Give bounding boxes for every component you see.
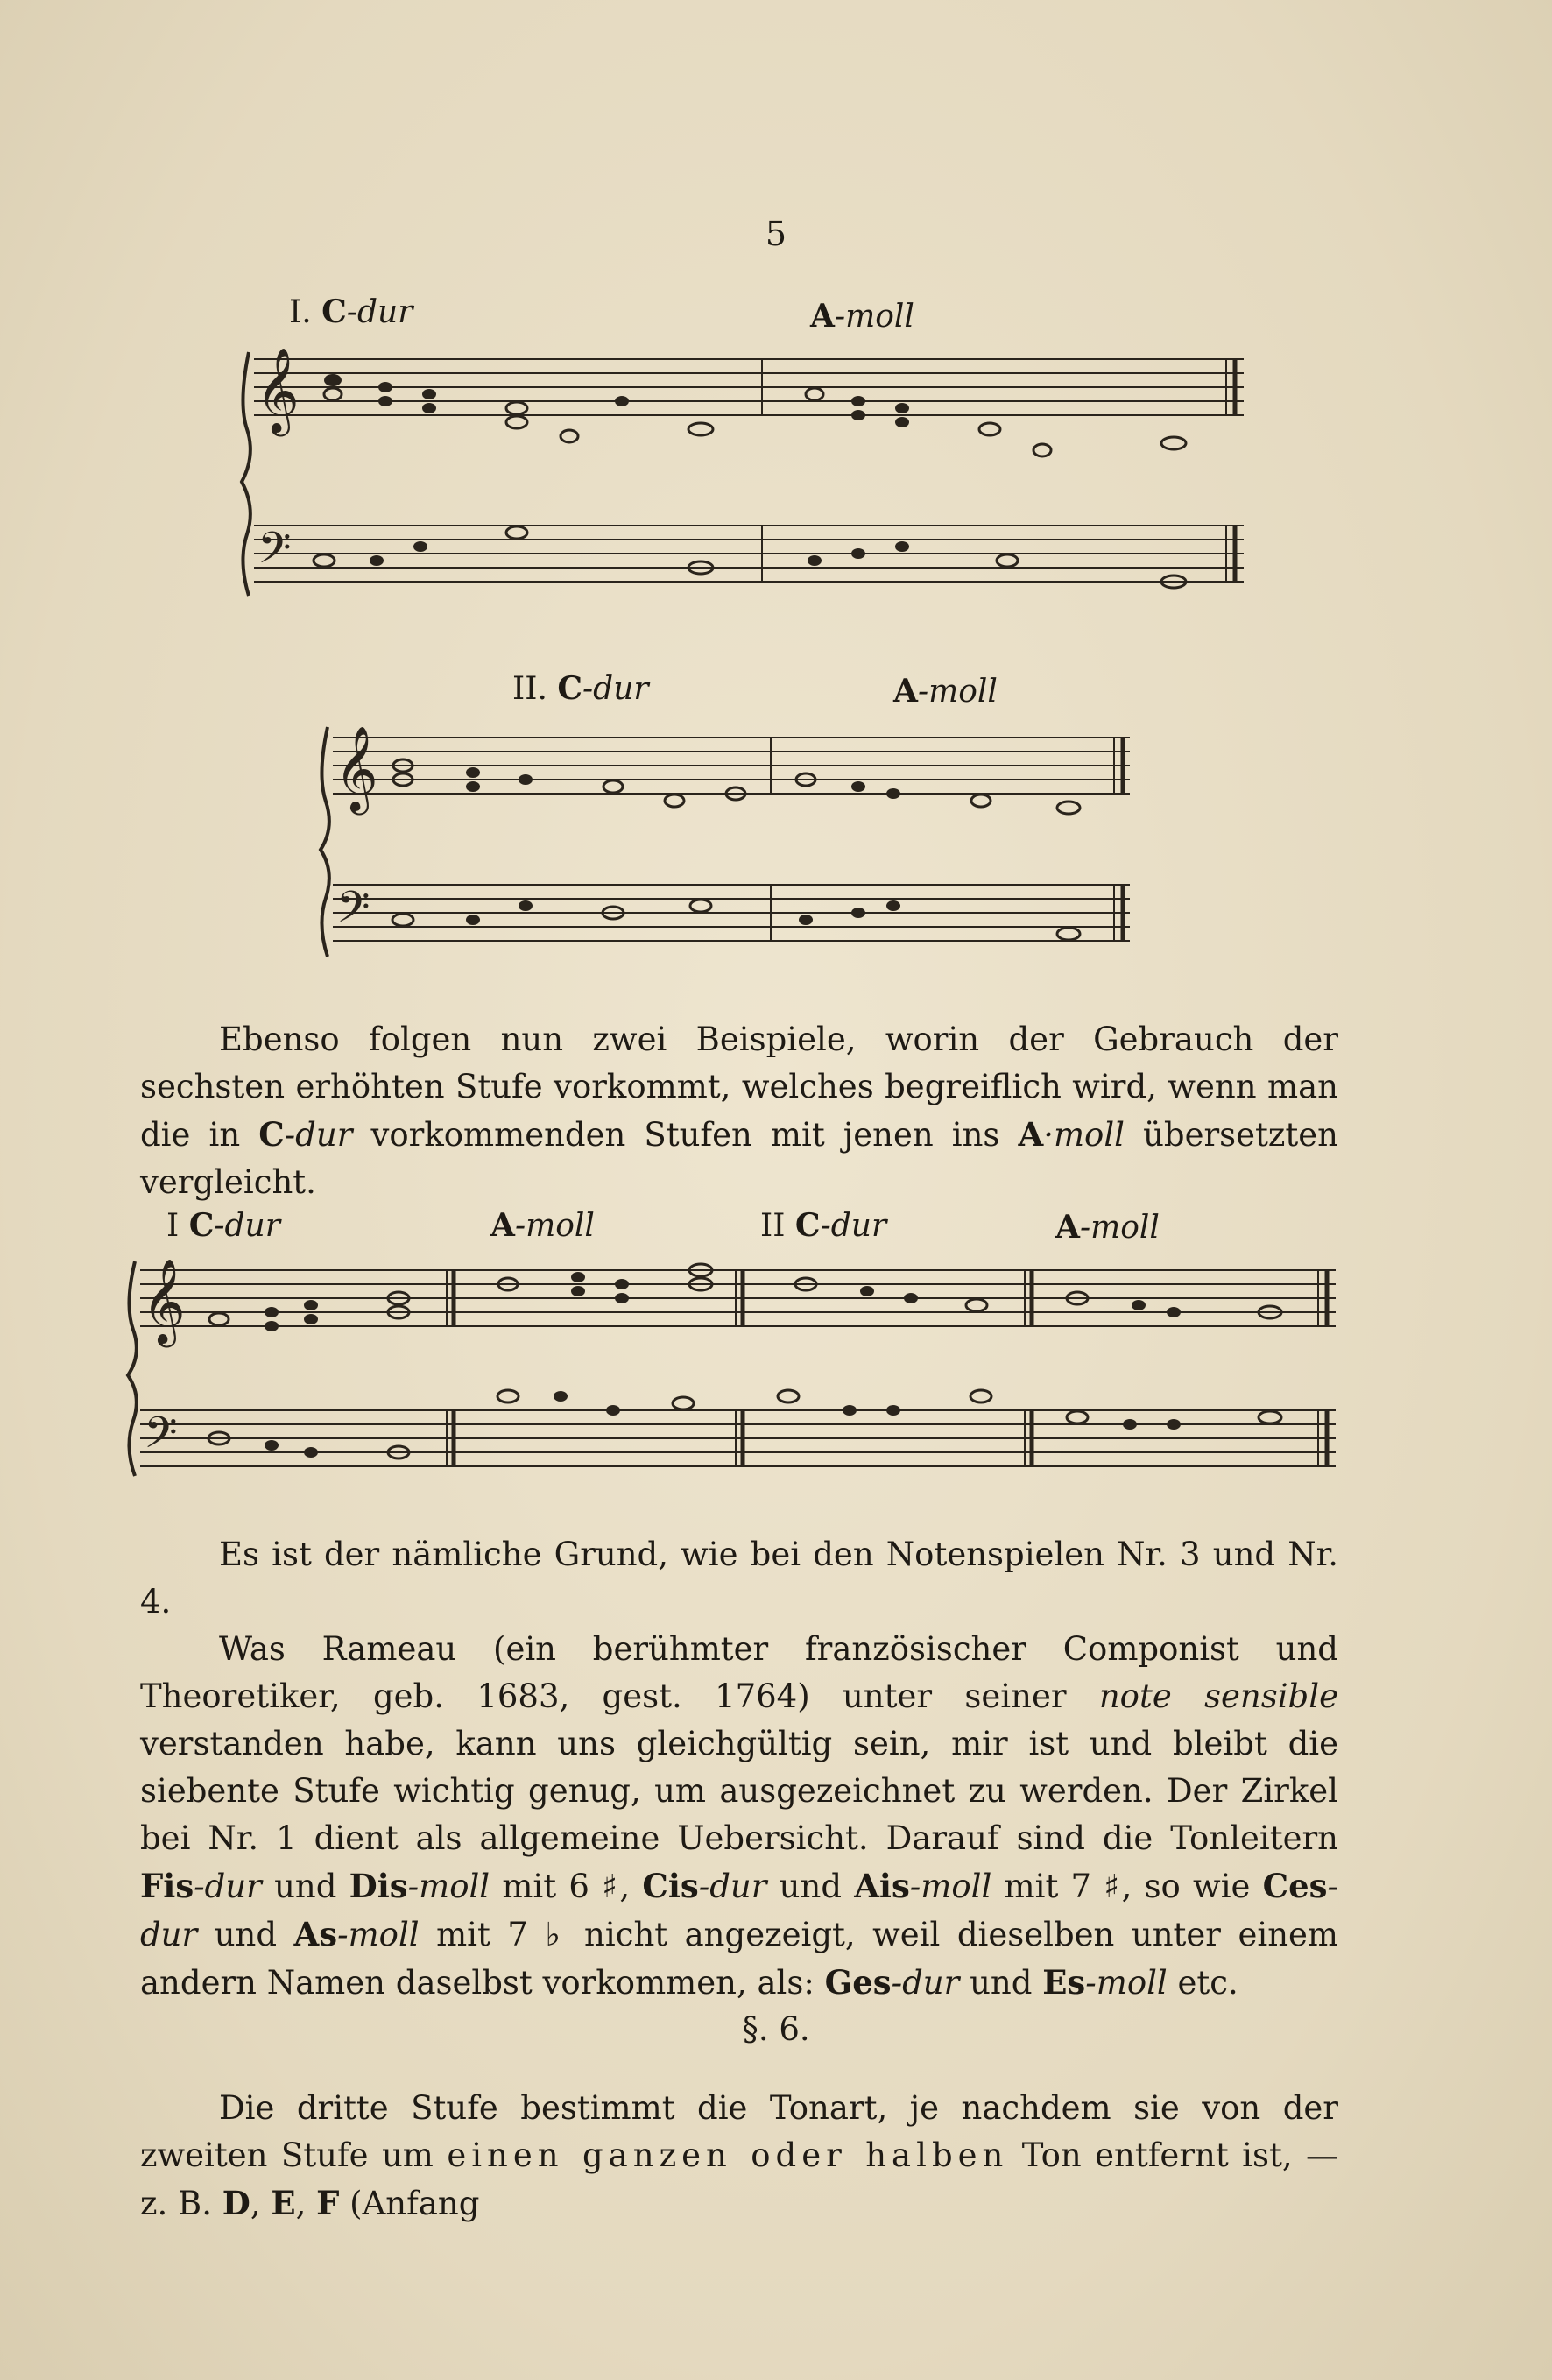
- score-example-I: [236, 342, 1261, 604]
- example2-I-minor-label: A-moll: [490, 1207, 595, 1244]
- example-I-minor-label: A-moll: [810, 298, 914, 335]
- svg-text:𝄢: 𝄢: [336, 882, 370, 943]
- example2-II-minor-label: A-moll: [1055, 1209, 1160, 1246]
- example-II-minor-label: A-moll: [893, 673, 998, 710]
- svg-text:𝄢: 𝄢: [144, 1408, 178, 1469]
- paragraph-1: Ebenso folgen nun zwei Beispiele, worin der Gebrauch der sechsten erhöhten Stufe vorkommt, welches begreiflich wird, wenn man die in C-dur vorkommenden Stufen mit jenen ins A·moll übersetzten vergleicht.: [140, 1021, 1339, 1201]
- paragraph-3: Die dritte Stufe bestimmt die Tonart, je nachdem sie von der zweiten Stufe um einen ganzen oder halben Ton entfernt ist, — z. B. D, E, F (Anfang: [140, 2089, 1339, 2222]
- example-I-label: I. C-dur: [289, 293, 413, 330]
- score-example-2: [123, 1253, 1349, 1480]
- svg-text:𝄞: 𝄞: [256, 347, 300, 433]
- page-number: 5: [765, 215, 787, 253]
- example2-I-label: I C-dur: [166, 1207, 280, 1244]
- svg-text:𝄞: 𝄞: [335, 725, 378, 811]
- svg-text:𝄢: 𝄢: [257, 523, 292, 584]
- section-heading: §. 6.: [742, 2010, 810, 2048]
- score-example-II: [315, 718, 1147, 964]
- paragraph-2: Es ist der nämliche Grund, wie bei den Notenspielen Nr. 3 und Nr. 4. Was Rameau (ein berühmter französischer Componist und Theoretiker, geb. 1683, gest. 1764) unter seiner note sensible verstanden habe, kann uns gleichgültig sein, mir ist und bleibt die siebente Stufe wichtig genug, um ausgezeichnet zu werden. Der Zirkel bei Nr. 1 dient als allgemeine Uebersicht. Darauf sind die Tonleitern Fis-dur und Dis-moll mit 6 ♯, Cis-dur und Ais-moll mit 7 ♯, so wie Ces-dur und As-moll mit 7 ♭ nicht angezeigt, weil dieselben unter einem andern Namen daselbst vorkommen, als: Ges-dur und Es-moll etc.: [140, 1536, 1339, 2002]
- svg-text:𝄞: 𝄞: [142, 1258, 186, 1344]
- example-II-label: II. C-dur: [512, 670, 649, 707]
- example2-II-label: II C-dur: [760, 1207, 887, 1244]
